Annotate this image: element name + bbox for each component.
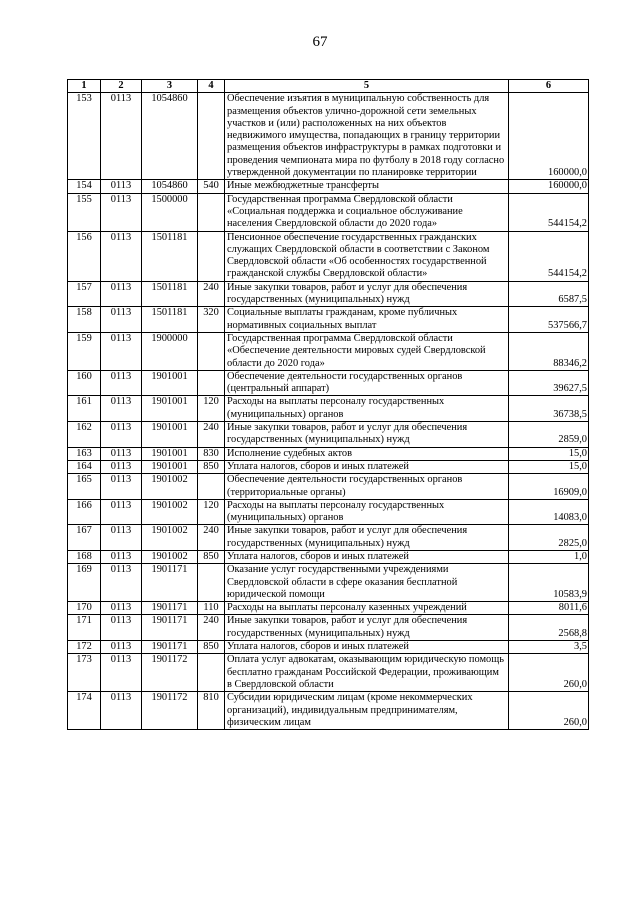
- amount: 544154,2: [509, 193, 589, 231]
- row-number: 164: [68, 460, 101, 473]
- row-number: 174: [68, 692, 101, 730]
- target-code: 1900000: [142, 332, 198, 370]
- expense-type-code: [198, 564, 225, 602]
- expense-type-code: [198, 654, 225, 692]
- target-code: 1901002: [142, 474, 198, 500]
- item-name: Иные закупки товаров, работ и услуг для обеспечения государственных (муниципальных) нужд: [225, 281, 509, 307]
- row-number: 158: [68, 307, 101, 333]
- expense-type-code: 240: [198, 615, 225, 641]
- row-number: 172: [68, 641, 101, 654]
- amount: 16909,0: [509, 474, 589, 500]
- amount: 260,0: [509, 692, 589, 730]
- expense-type-code: [198, 474, 225, 500]
- row-number: 161: [68, 396, 101, 422]
- row-number: 170: [68, 602, 101, 615]
- amount: 39627,5: [509, 370, 589, 396]
- section-code: 0113: [101, 307, 142, 333]
- item-name: Оказание услуг государственными учреждениями Свердловской области в сфере оказания бесплатной юридической помощи: [225, 564, 509, 602]
- amount: 537566,7: [509, 307, 589, 333]
- amount: 6587,5: [509, 281, 589, 307]
- section-code: 0113: [101, 180, 142, 193]
- row-number: 162: [68, 422, 101, 448]
- section-code: 0113: [101, 564, 142, 602]
- table-row: [68, 564, 589, 602]
- row-number: 167: [68, 525, 101, 551]
- header-col-3: 3: [142, 80, 198, 93]
- amount: 3,5: [509, 641, 589, 654]
- item-name: Уплата налогов, сборов и иных платежей: [225, 550, 509, 563]
- row-number: 165: [68, 474, 101, 500]
- amount: 544154,2: [509, 231, 589, 281]
- header-row: [68, 80, 589, 93]
- row-number: 157: [68, 281, 101, 307]
- item-name: Обеспечение изъятия в муниципальную собственность для размещения объектов улично-дорожной сети земельных участков и (или) расположенных на них объектов недвижимого имущества, попадающих в границу территории размещения объектов инфраструктуры в рамках подготовки и проведения чемпионата мира по футболу в 2018 году согласно утвержденной документации по планировке территории: [225, 93, 509, 180]
- expense-type-code: 850: [198, 550, 225, 563]
- item-name: Обеспечение деятельности государственных органов (территориальные органы): [225, 474, 509, 500]
- section-code: 0113: [101, 602, 142, 615]
- row-number: 169: [68, 564, 101, 602]
- section-code: 0113: [101, 281, 142, 307]
- amount: 160000,0: [509, 93, 589, 180]
- section-code: 0113: [101, 550, 142, 563]
- amount: 15,0: [509, 447, 589, 460]
- section-code: 0113: [101, 332, 142, 370]
- expense-type-code: [198, 370, 225, 396]
- expense-type-code: 110: [198, 602, 225, 615]
- item-name: Государственная программа Свердловской области «Обеспечение деятельности мировых судей Свердловской области до 2020 года»: [225, 332, 509, 370]
- target-code: 1901001: [142, 396, 198, 422]
- section-code: 0113: [101, 641, 142, 654]
- item-name: Обеспечение деятельности государственных органов (центральный аппарат): [225, 370, 509, 396]
- section-code: 0113: [101, 692, 142, 730]
- expense-type-code: 850: [198, 641, 225, 654]
- target-code: 1901002: [142, 550, 198, 563]
- target-code: 1901002: [142, 499, 198, 525]
- header-col-5: 5: [225, 80, 509, 93]
- amount: 8011,6: [509, 602, 589, 615]
- row-number: 155: [68, 193, 101, 231]
- target-code: 1054860: [142, 93, 198, 180]
- target-code: 1501181: [142, 231, 198, 281]
- target-code: 1901001: [142, 447, 198, 460]
- amount: 36738,5: [509, 396, 589, 422]
- amount: 15,0: [509, 460, 589, 473]
- expense-type-code: 810: [198, 692, 225, 730]
- expense-type-code: [198, 231, 225, 281]
- table-row: [68, 525, 589, 551]
- target-code: 1901002: [142, 525, 198, 551]
- table-row: [68, 307, 589, 333]
- section-code: 0113: [101, 447, 142, 460]
- expense-type-code: 240: [198, 422, 225, 448]
- amount: 88346,2: [509, 332, 589, 370]
- expense-type-code: 320: [198, 307, 225, 333]
- amount: 10583,9: [509, 564, 589, 602]
- row-number: 153: [68, 93, 101, 180]
- target-code: 1901001: [142, 422, 198, 448]
- section-code: 0113: [101, 460, 142, 473]
- expense-type-code: 240: [198, 525, 225, 551]
- section-code: 0113: [101, 499, 142, 525]
- section-code: 0113: [101, 525, 142, 551]
- table-row: [68, 692, 589, 730]
- target-code: 1500000: [142, 193, 198, 231]
- section-code: 0113: [101, 370, 142, 396]
- target-code: 1901171: [142, 641, 198, 654]
- amount: 2568,8: [509, 615, 589, 641]
- table-row: [68, 193, 589, 231]
- expense-type-code: 120: [198, 396, 225, 422]
- amount: 1,0: [509, 550, 589, 563]
- table-row: [68, 231, 589, 281]
- target-code: 1901171: [142, 564, 198, 602]
- table-row: [68, 460, 589, 473]
- row-number: 163: [68, 447, 101, 460]
- item-name: Иные закупки товаров, работ и услуг для обеспечения государственных (муниципальных) нужд: [225, 422, 509, 448]
- item-name: Иные закупки товаров, работ и услуг для обеспечения государственных (муниципальных) нужд: [225, 615, 509, 641]
- target-code: 1054860: [142, 180, 198, 193]
- table-row: [68, 281, 589, 307]
- table-row: [68, 332, 589, 370]
- row-number: 156: [68, 231, 101, 281]
- section-code: 0113: [101, 474, 142, 500]
- target-code: 1901171: [142, 602, 198, 615]
- target-code: 1901001: [142, 370, 198, 396]
- amount: 160000,0: [509, 180, 589, 193]
- expense-type-code: [198, 332, 225, 370]
- section-code: 0113: [101, 396, 142, 422]
- table-row: [68, 615, 589, 641]
- item-name: Иные межбюджетные трансферты: [225, 180, 509, 193]
- section-code: 0113: [101, 654, 142, 692]
- target-code: 1901171: [142, 615, 198, 641]
- table-row: [68, 474, 589, 500]
- table-row: [68, 641, 589, 654]
- section-code: 0113: [101, 231, 142, 281]
- expense-type-code: 540: [198, 180, 225, 193]
- item-name: Социальные выплаты гражданам, кроме публичных нормативных социальных выплат: [225, 307, 509, 333]
- budget-table: [67, 79, 589, 730]
- item-name: Пенсионное обеспечение государственных гражданских служащих Свердловской области в соответствии с Законом Свердловской области «Об особенностях государственной гражданской службы Свердловской области»: [225, 231, 509, 281]
- item-name: Оплата услуг адвокатам, оказывающим юридическую помощь бесплатно гражданам Российской Федерации, проживающим в Свердловской области: [225, 654, 509, 692]
- section-code: 0113: [101, 615, 142, 641]
- row-number: 168: [68, 550, 101, 563]
- table-row: [68, 654, 589, 692]
- target-code: 1901001: [142, 460, 198, 473]
- table-row: [68, 180, 589, 193]
- target-code: 1901172: [142, 654, 198, 692]
- item-name: Расходы на выплаты персоналу государственных (муниципальных) органов: [225, 396, 509, 422]
- item-name: Государственная программа Свердловской области «Социальная поддержка и социальное обслуживание населения Свердловской области до 2020 года»: [225, 193, 509, 231]
- target-code: 1901172: [142, 692, 198, 730]
- expense-type-code: 120: [198, 499, 225, 525]
- header-col-6: 6: [509, 80, 589, 93]
- item-name: Уплата налогов, сборов и иных платежей: [225, 641, 509, 654]
- target-code: 1501181: [142, 281, 198, 307]
- item-name: Расходы на выплаты персоналу государственных (муниципальных) органов: [225, 499, 509, 525]
- row-number: 154: [68, 180, 101, 193]
- row-number: 166: [68, 499, 101, 525]
- row-number: 159: [68, 332, 101, 370]
- header-col-4: 4: [198, 80, 225, 93]
- section-code: 0113: [101, 193, 142, 231]
- amount: 260,0: [509, 654, 589, 692]
- section-code: 0113: [101, 422, 142, 448]
- section-code: 0113: [101, 93, 142, 180]
- header-col-2: 2: [101, 80, 142, 93]
- expense-type-code: [198, 93, 225, 180]
- amount: 14083,0: [509, 499, 589, 525]
- amount: 2859,0: [509, 422, 589, 448]
- table-row: [68, 93, 589, 180]
- item-name: Уплата налогов, сборов и иных платежей: [225, 460, 509, 473]
- row-number: 173: [68, 654, 101, 692]
- row-number: 160: [68, 370, 101, 396]
- target-code: 1501181: [142, 307, 198, 333]
- table-row: [68, 447, 589, 460]
- table-row: [68, 550, 589, 563]
- expense-type-code: [198, 193, 225, 231]
- table-row: [68, 370, 589, 396]
- expense-type-code: 850: [198, 460, 225, 473]
- expense-type-code: 830: [198, 447, 225, 460]
- expense-type-code: 240: [198, 281, 225, 307]
- item-name: Расходы на выплаты персоналу казенных учреждений: [225, 602, 509, 615]
- page-number: 67: [312, 34, 328, 50]
- table-row: [68, 422, 589, 448]
- row-number: 171: [68, 615, 101, 641]
- item-name: Исполнение судебных актов: [225, 447, 509, 460]
- item-name: Субсидии юридическим лицам (кроме некоммерческих организаций), индивидуальным предпринимателям, физическим лицам: [225, 692, 509, 730]
- item-name: Иные закупки товаров, работ и услуг для обеспечения государственных (муниципальных) нужд: [225, 525, 509, 551]
- amount: 2825,0: [509, 525, 589, 551]
- table-row: [68, 602, 589, 615]
- table-row: [68, 396, 589, 422]
- table-row: [68, 499, 589, 525]
- header-col-1: 1: [68, 80, 101, 93]
